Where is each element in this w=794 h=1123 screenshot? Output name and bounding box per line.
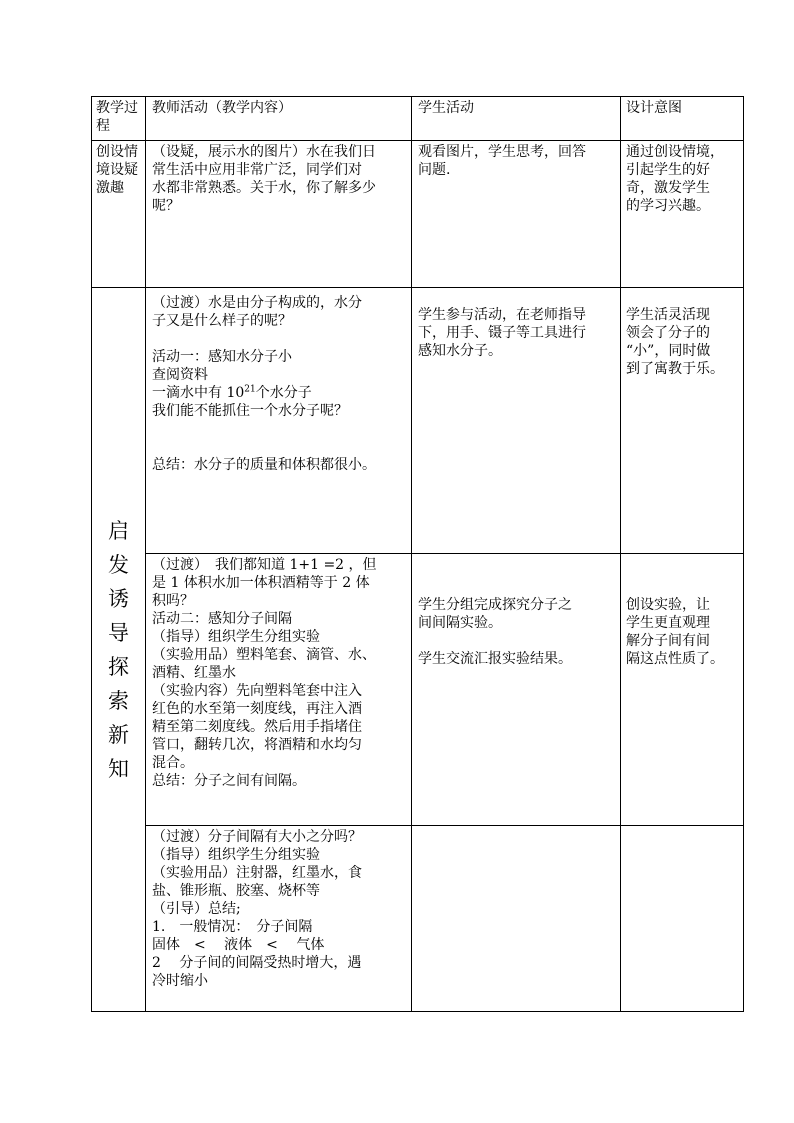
row-activity-three	[92, 826, 744, 1012]
text-line: 积吗？	[152, 593, 194, 609]
text-line: （引导）总结;	[152, 901, 241, 917]
text-line: 是 1 体积水加一体积酒精等于 2 体	[152, 575, 370, 591]
text-line: 学生参与活动，在老师指导	[418, 307, 586, 323]
text-line: 间间隔实验。	[418, 615, 502, 631]
stage-explore-new-knowledge	[92, 288, 146, 1012]
text-line: 我们能不能抓住一个水分子呢？	[152, 403, 348, 419]
stage-char: 新	[108, 722, 129, 747]
student-intro	[412, 141, 621, 288]
text-line: 固体 < 液体 < 气体	[152, 937, 325, 953]
text-line: 创设实验，让	[626, 597, 710, 613]
row-activity-two	[92, 554, 744, 826]
text-line: 2 分子间的间隔受热时增大，遇	[152, 955, 362, 971]
text-line: 解分子间有间	[626, 633, 710, 649]
row-intro	[92, 141, 744, 288]
teacher-activity-two	[146, 554, 412, 826]
text-line: 管口，翻转几次，将酒精和水均匀	[152, 737, 362, 753]
text-line: 到了寓教于乐。	[626, 361, 724, 377]
text-line: 学生交流汇报实验结果。	[418, 651, 572, 667]
text-line: （指导）组织学生分组实验	[152, 847, 320, 863]
stage-char: 诱	[108, 586, 129, 611]
stage-intro: 创设情境设疑激趣	[92, 141, 146, 288]
text-line: 子又是什么样子的呢？	[152, 313, 292, 329]
text-line: （过渡） 我们都知道 1+1 =2 ，但	[152, 557, 377, 573]
text-line: 观看图片，学生思考，回答	[418, 144, 586, 160]
text-line: 奇，激发学生	[626, 180, 710, 196]
lesson-plan-table	[91, 96, 744, 1012]
text-line: 下，用手、镊子等工具进行	[418, 325, 586, 341]
teacher-intro	[146, 141, 412, 288]
text-line: 盐、锥形瓶、胶塞、烧杯等	[152, 883, 320, 899]
text-line: 总结：水分子的质量和体积都很小。	[152, 457, 376, 473]
text-line: （实验用品）塑料笔套、滴管、水、	[152, 647, 376, 663]
intent-activity-two	[621, 554, 744, 826]
stage-char: 探	[108, 654, 129, 679]
text-line: （过渡）水是由分子构成的，水分	[152, 295, 362, 311]
text-line: 活动二：感知分子间隔	[152, 611, 292, 627]
text-line: （实验用品）注射器，红墨水，食	[152, 865, 362, 881]
stage-char: 导	[108, 620, 129, 645]
text-line: 呢？	[152, 198, 180, 214]
text-line: 水都非常熟悉。关于水，你了解多少	[152, 180, 376, 196]
text-line: 精至第二刻度线。然后用手指堵住	[152, 719, 362, 735]
text-line: （指导）组织学生分组实验	[152, 629, 320, 645]
text-line: （实验内容）先向塑料笔套中注入	[152, 683, 362, 699]
text-line: 酒精、红墨水	[152, 665, 236, 681]
text-line: 学生更直观理	[626, 615, 710, 631]
text-line: 隔这点性质了。	[626, 651, 724, 667]
text-line: 问题.	[418, 162, 451, 178]
text-line: 红色的水至第一刻度线，再注入酒	[152, 701, 362, 717]
text-line: （设疑，展示水的图片）水在我们日	[152, 144, 376, 160]
intent-activity-one	[621, 288, 744, 554]
text-line: “小”，同时做	[626, 343, 711, 359]
student-activity-three	[412, 826, 621, 1012]
intent-activity-three	[621, 826, 744, 1012]
intent-intro	[621, 141, 744, 288]
stage-char: 启	[108, 518, 129, 543]
text-line: 的学习兴趣。	[626, 198, 710, 214]
student-activity-one	[412, 288, 621, 554]
text-line: 通过创设情境，	[626, 144, 724, 160]
text-line: 活动一：感知水分子小	[152, 349, 292, 365]
student-activity-two	[412, 554, 621, 826]
text-line: 学生分组完成探究分子之	[418, 597, 572, 613]
text-line: 引起学生的好	[626, 162, 710, 178]
header-teacher-activity: 教师活动（教学内容）	[146, 97, 412, 141]
stage-char: 知	[108, 756, 129, 781]
text-line: 感知水分子。	[418, 343, 502, 359]
stage-char: 索	[108, 688, 129, 713]
teacher-activity-one	[146, 288, 412, 554]
text-line: 查阅资料	[152, 367, 208, 383]
text-line: 1. 一般情况： 分子间隔	[152, 919, 313, 935]
text-line: （过渡）分子间隔有大小之分吗？	[152, 829, 362, 845]
text-line: 混合。	[152, 755, 194, 771]
row-activity-one	[92, 288, 744, 554]
text-line: 常生活中应用非常广泛，同学们对	[152, 162, 362, 178]
stage-char: 发	[108, 552, 129, 577]
text-line: 学生活灵活现	[626, 307, 710, 323]
text-line: 一滴水中有 $10^{21}$个水分子	[152, 384, 312, 401]
text-line: 冷时缩小	[152, 973, 208, 989]
text-line: 总结：分子之间有间隔。	[152, 773, 306, 789]
header-design-intent: 设计意图	[621, 97, 744, 141]
header-student-activity: 学生活动	[412, 97, 621, 141]
teacher-activity-three	[146, 826, 412, 1012]
header-row	[92, 97, 744, 141]
header-stage: 教学过程	[92, 97, 146, 141]
text-line: 领会了分子的	[626, 325, 710, 341]
